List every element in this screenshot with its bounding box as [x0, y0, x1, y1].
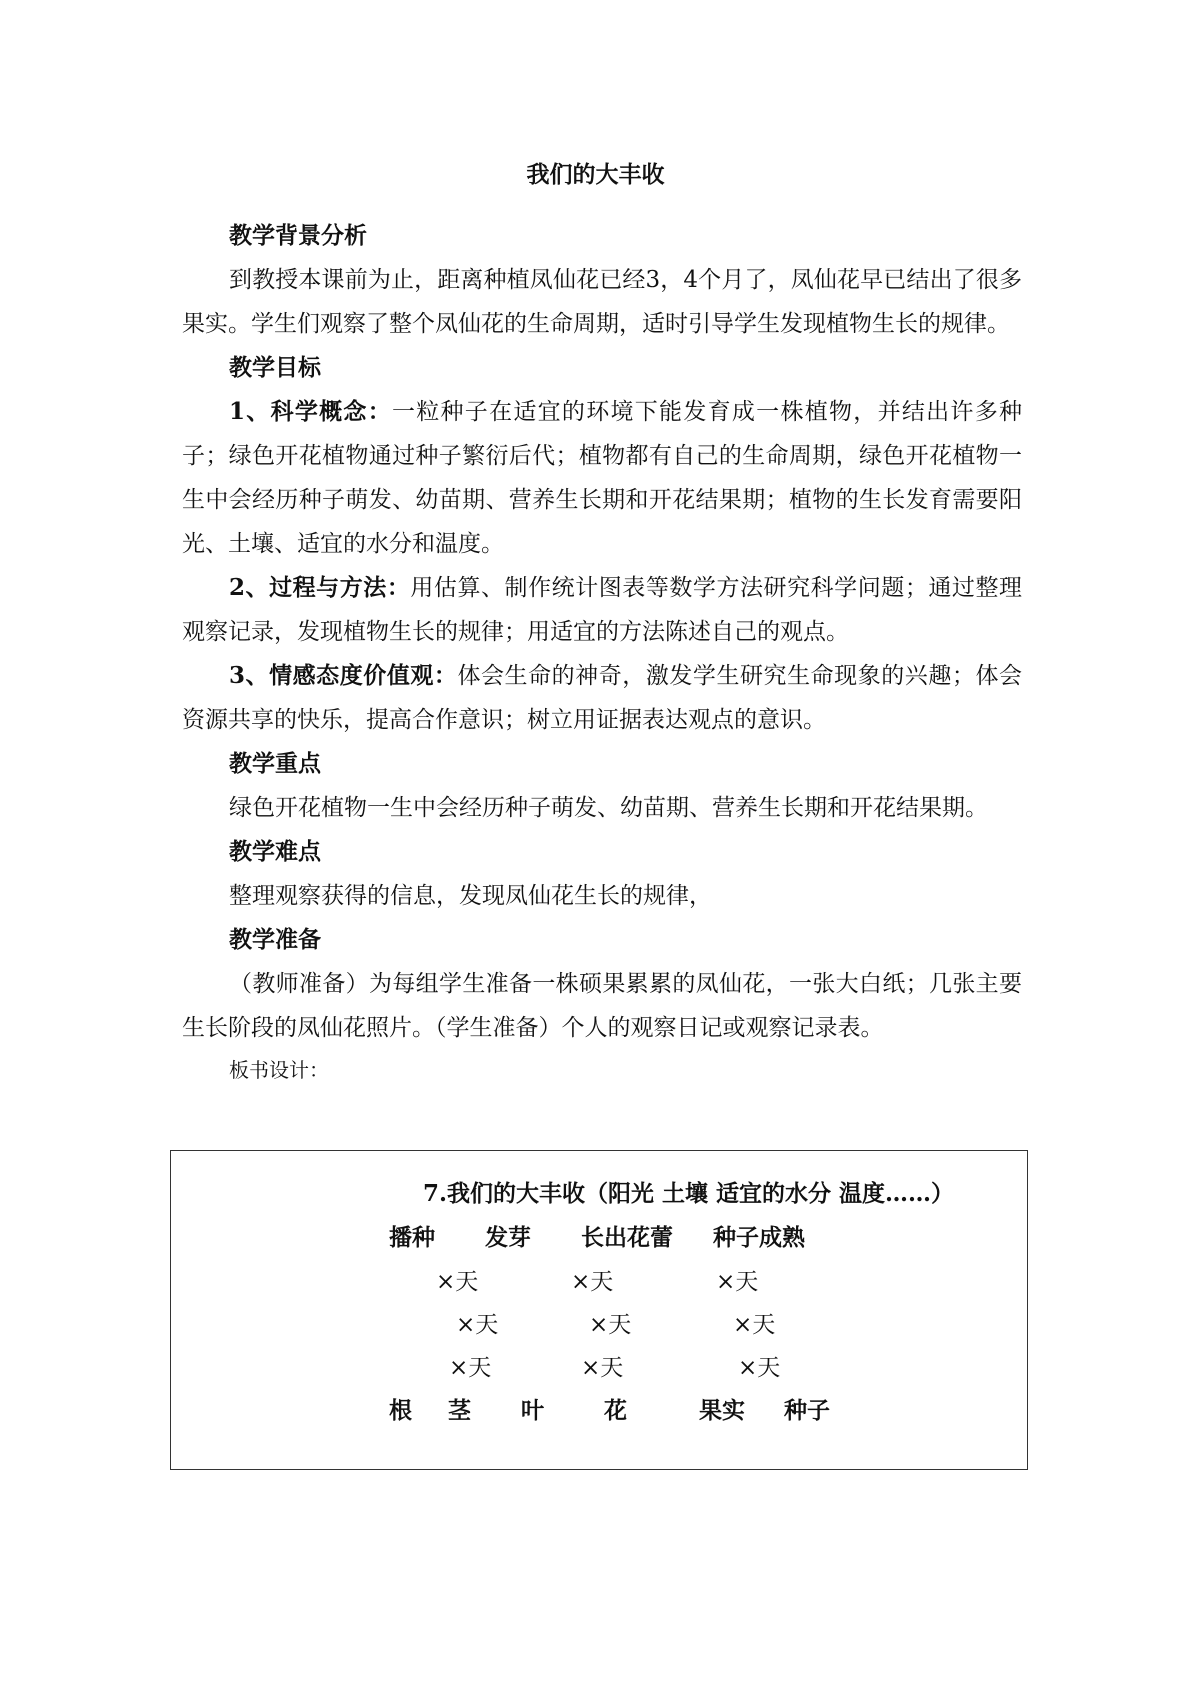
- days-cell: ×天: [449, 1355, 492, 1381]
- days-cell: ×天: [733, 1312, 776, 1338]
- part-label: 种子: [784, 1397, 830, 1424]
- days-cell: ×天: [589, 1312, 632, 1338]
- days-cell: ×天: [738, 1355, 781, 1381]
- goal-lead: 3、情感态度价值观：: [229, 662, 458, 689]
- board-title: 7.我们的大丰收（阳光 土壤 适宜的水分 温度……）: [423, 1180, 955, 1207]
- days-cell: ×天: [436, 1269, 479, 1295]
- difficulties-text: 整理观察获得的信息，发现凤仙花生长的规律，: [229, 883, 712, 909]
- board-label: 板书设计：: [229, 1058, 329, 1082]
- lesson-content: [182, 214, 1022, 1090]
- stage-label: 种子成熟: [713, 1224, 805, 1251]
- stage-label: 长出花蕾: [581, 1224, 673, 1251]
- preparation-heading: 教学准备: [229, 926, 321, 953]
- background-heading: 教学背景分析: [229, 222, 367, 249]
- key-points-text: 绿色开花植物一生中会经历种子萌发、幼苗期、营养生长期和开花结果期。: [229, 795, 988, 821]
- goal-text: 体会生命的神奇，激发学生研究生命现象的兴趣；体会资源共享的快乐，提高合作意识；树立用证据表达观点的意识。: [182, 663, 1022, 733]
- goals-heading: 教学目标: [229, 354, 321, 381]
- goal-lead: 2、过程与方法：: [229, 574, 411, 601]
- page-title: 我们的大丰收: [526, 161, 665, 188]
- goal-text: 用估算、制作统计图表等数学方法研究科学问题；通过整理观察记录，发现植物生长的规律；用适宜的方法陈述自己的观点。: [182, 575, 1022, 645]
- part-label: 根: [389, 1397, 412, 1424]
- goal-lead: 1、科学概念：: [229, 398, 392, 425]
- background-text: 到教授本课前为止，距离种植凤仙花已经3，4个月了，凤仙花早已结出了很多果实。学生们观察了整个凤仙花的生命周期，适时引导学生发现植物生长的规律。: [182, 267, 1022, 337]
- board-design-box: [170, 1150, 1028, 1470]
- days-cell: ×天: [456, 1312, 499, 1338]
- preparation-text: （教师准备）为每组学生准备一株硕果累累的凤仙花，一张大白纸；几张主要生长阶段的凤仙花照片。（学生准备）个人的观察日记或观察记录表。: [182, 971, 1022, 1041]
- part-label: 果实: [699, 1397, 745, 1424]
- part-label: 花: [604, 1397, 627, 1424]
- days-cell: ×天: [581, 1355, 624, 1381]
- stage-label: 播种: [389, 1224, 435, 1251]
- goal-item: [182, 390, 1022, 566]
- days-cell: ×天: [716, 1269, 759, 1295]
- key-points-heading: 教学重点: [229, 750, 321, 777]
- goal-item: [182, 566, 1022, 654]
- part-label: 茎: [448, 1397, 471, 1424]
- stage-label: 发芽: [485, 1224, 531, 1251]
- difficulties-heading: 教学难点: [229, 838, 321, 865]
- part-label: 叶: [521, 1397, 544, 1424]
- goal-text: 一粒种子在适宜的环境下能发育成一株植物，并结出许多种子；绿色开花植物通过种子繁衍后代；植物都有自己的生命周期，绿色开花植物一生中会经历种子萌发、幼苗期、营养生长期和开花结果期；植物的生长发育需要阳光、土壤、适宜的水分和温度。: [182, 399, 1022, 557]
- goal-item: [182, 654, 1022, 742]
- days-cell: ×天: [571, 1269, 614, 1295]
